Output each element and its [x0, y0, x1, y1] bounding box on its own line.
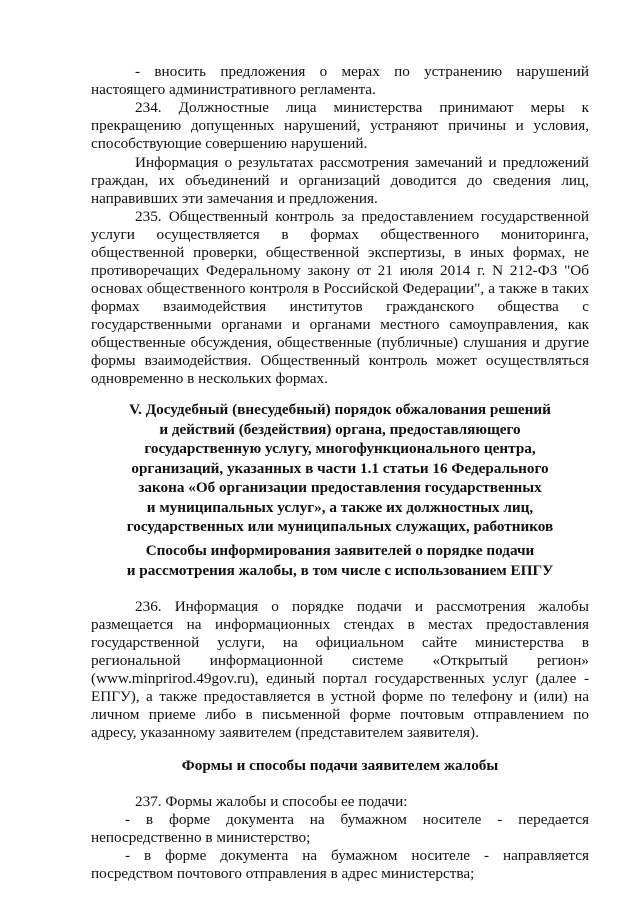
subheading-informing [91, 541, 589, 580]
section-v-heading [91, 400, 589, 537]
heading-line: организаций, указанных в части 1.1 статьи 16 Федерального [131, 459, 549, 477]
heading-line: и рассмотрения жалобы, в том числе с использованием ЕПГУ [126, 561, 554, 579]
heading-line: и действий (бездействия) органа, предоставляющего [159, 420, 521, 438]
heading-line: государственную услугу, многофункционального центра, [144, 440, 536, 457]
heading-line: Способы информирования заявителей о порядке подачи [145, 542, 535, 559]
paragraph-234: 234. Должностные лица министерства принимают меры к прекращению допущенных нарушений, устраняют причины и условия, способствующие совершению нарушений. [91, 99, 589, 152]
heading-line: государственных или муниципальных служащих, работников [126, 518, 554, 535]
heading-line: и муниципальных услуг», а также их должностных лиц, [146, 498, 534, 516]
subheading-forms: Формы и способы подачи заявителем жалобы [181, 757, 499, 774]
paragraph-recommendations: - вносить предложения о мерах по устранению нарушений настоящего административного регламента. [91, 63, 589, 98]
heading-line: V. Досудебный (внесудебный) порядок обжалования решений [129, 401, 551, 418]
heading-line: закона «Об организации предоставления государственных [138, 479, 542, 496]
list-item-paper-post: - в форме документа на бумажном носителе - направляется посредством почтового отправления в адрес министерства; [91, 847, 589, 882]
paragraph-information: Информация о результатах рассмотрения замечаний и предложений граждан, их объединений и организаций доводится до сведения лиц, направивших эти замечания и предложения. [91, 154, 589, 207]
list-item-paper-direct: - в форме документа на бумажном носителе - передается непосредственно в министерство; [91, 811, 589, 846]
paragraph-235: 235. Общественный контроль за предоставлением государственной услуги осуществляется в формах общественного мониторинга, общественной проверки, общественной экспертизы, в иных формах, не противоречащих Федеральному закону от 21 июля 2014 г. N 212-ФЗ "Об основах общественного контроля в Российской Федерации", а также в таких формах взаимодействия институтов гражданского общества с государственными органами и органами местного самоуправления, как общественные обсуждения, общественные (публичные) слушания и другие формы взаимодействия. Общественный контроль может осуществляться одновременно в нескольких формах. [91, 208, 589, 387]
paragraph-237: 237. Формы жалобы и способы ее подачи: [135, 793, 408, 810]
paragraph-236: 236. Информация о порядке подачи и рассмотрения жалобы размещается на информационных стендах в местах предоставления государственной услуги, на официальном сайте министерства в региональной информационной системе «Открытый регион» (www.minprirod.49gov.ru), единый портал государственных услуг (далее - ЕПГУ), а также предоставляется в устной форме по телефону и (или) на личном приеме либо в письменной форме почтовым отправлением по адресу, указанному заявителем (представителем заявителя). [91, 598, 589, 741]
